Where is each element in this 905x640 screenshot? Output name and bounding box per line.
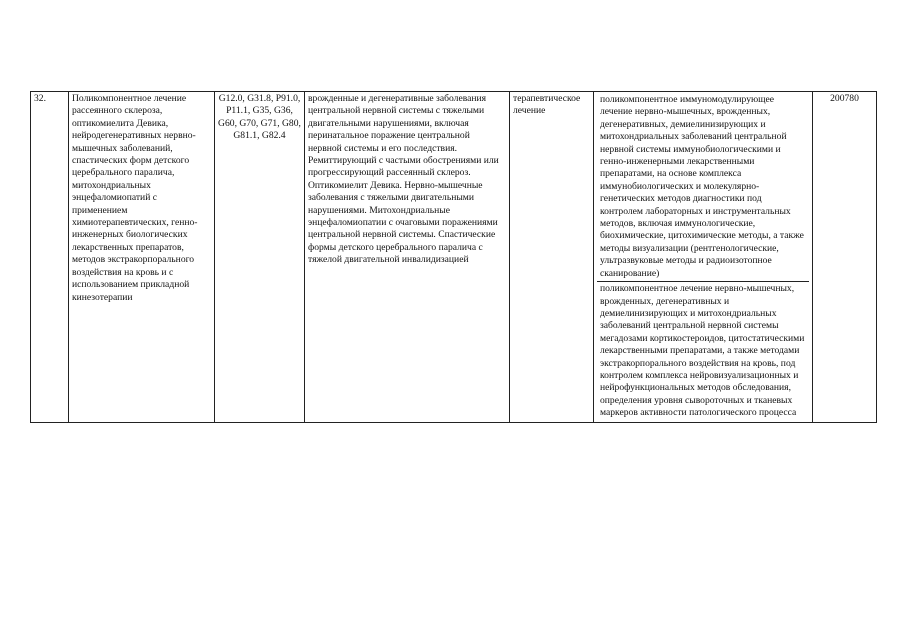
treatment-method-1: поликомпонентное иммуномодулирующее лечение нервно-мышечных, врожденных, дегенеративных, демиелинизирующих и митохондриальных заболеваний центральной нервной системы иммунобиологическими и генно-инженерными лекарственными препаратами, на основе комплекса иммунобиологических и молекулярно-генетических методов диагностики под контролем лабораторных и инструментальных методов, включая иммунологические, биохимические, цитохимические методы, а также методы визуализации (рентгенологические, ультразвуковые методы и радиоизотопное сканирование) — [600, 94, 804, 279]
row-number: 32. — [31, 92, 69, 423]
treatment-type-cell: терапевтическое лечение — [510, 92, 594, 423]
treatment-name-cell: Поликомпонентное лечение рассеянного склероза, оптикомиелита Девика, нейродегенеративных нервно-мышечных заболеваний, спастических форм детского церебрального паралича, митохондриальных энцефаломиопатий с применением химиотерапевтических, генно-инженерных биологических лекарственных препаратов, методов экстракорпорального воздействия на кровь и с использованием прикладной кинезотерапии — [69, 92, 215, 423]
treatment-methods-cell — [594, 92, 813, 423]
price-cell: 200780 — [813, 92, 877, 423]
medical-care-table — [30, 91, 877, 423]
diagnosis-codes-cell: G12.0, G31.8, P91.0, P11.1, G35, G36, G60, G70, G71, G80, G81.1, G82.4 — [215, 92, 305, 423]
patient-model-cell: врожденные и дегенеративные заболевания центральной нервной системы с тяжелыми двигательными нарушениями, включая перинатальное поражение центральной нервной системы и его последствия. Ремиттирующий с частыми обострениями или прогрессирующий рассеянный склероз. Оптикомиелит Девика. Нервно-мышечные заболевания с тяжелыми двигательными нарушениями. Митохондриальные энцефаломиопатии с очаговыми поражениями центральной нервной системы. Спастические формы детского церебрального паралича с тяжелой двигательной инвалидизацией — [305, 92, 510, 423]
table-row — [31, 92, 877, 423]
treatment-method-2: поликомпонентное лечение нервно-мышечных, врожденных, дегенеративных и демиелинизирующих и митохондриальных заболеваний центральной нервной системы мегадозами кортикостероидов, цитостатическими лекарственными препаратами, а также методами экстракорпорального воздействия на кровь, под контролем комплекса нейровизуализационных и нейрофункциональных методов обследования, определения уровня сывороточных и тканевых маркеров активности патологического процесса — [597, 281, 809, 420]
